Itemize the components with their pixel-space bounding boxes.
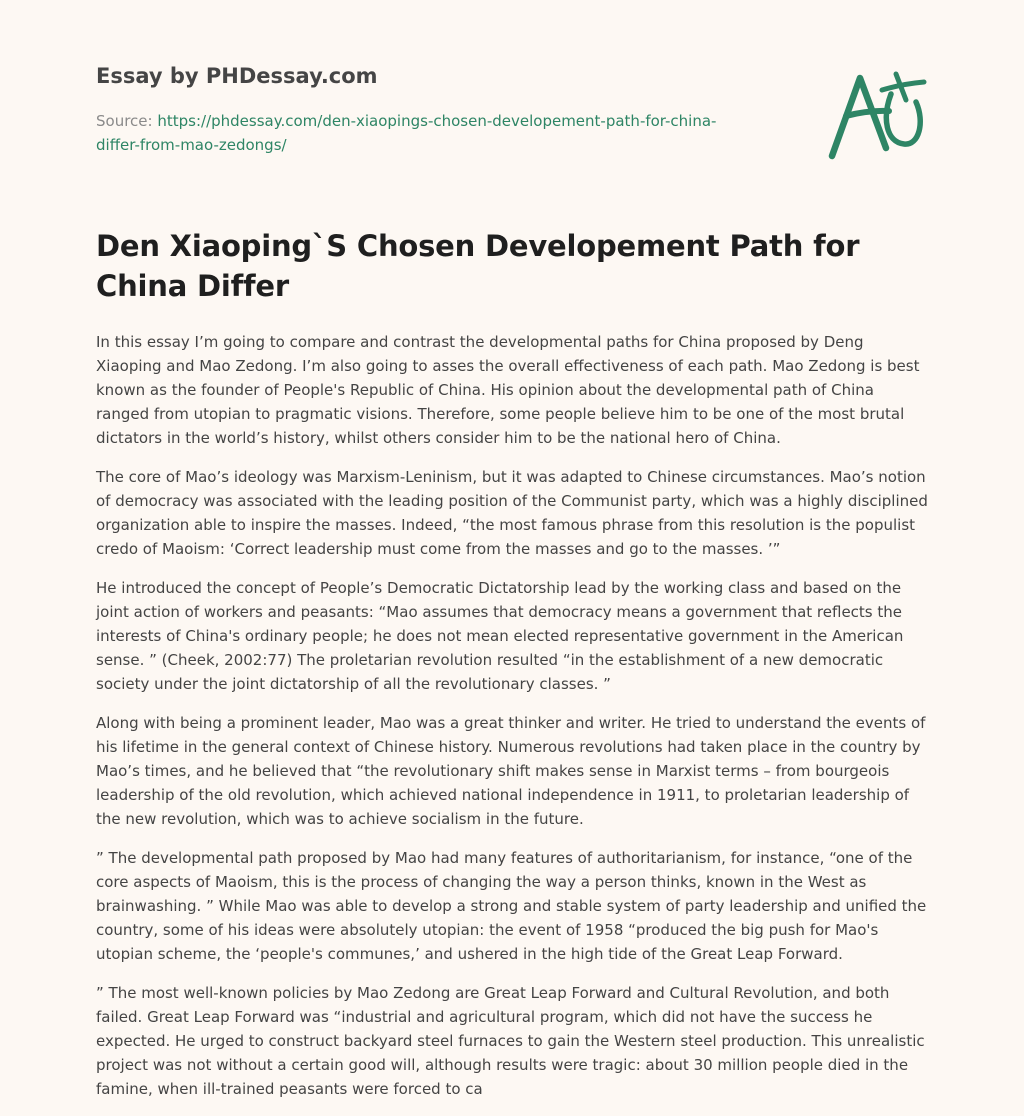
source-link-line-1: https://phdessay.com/den-xiaopings-chosen-developement-path-for-china- bbox=[157, 112, 717, 130]
brand-title: Essay by PHDessay.com bbox=[96, 64, 378, 88]
essay-body bbox=[96, 330, 928, 1101]
essay-paragraph-6: ” The most well-known policies by Mao Zedong are Great Leap Forward and Cultural Revolution, and both failed. Great Leap Forward was “industrial and agricultural program, which did not have the success he expected. He urged to construct backyard steel furnaces to gain the Western steel production. This unrealistic project was not without a certain good will, although results were tragic: about 30 million people died in the famine, when ill-trained peasants were forced to ca bbox=[96, 984, 925, 1098]
essay-paragraph-1: In this essay I’m going to compare and contrast the developmental paths for China proposed by Deng Xiaoping and Mao Zedong. I’m also going to asses the overall effectiveness of each path. Mao Zedong is best known as the founder of People's Republic of China. His opinion about the developmental path of China ranged from utopian to pragmatic visions. Therefore, some people believe him to be one of the most brutal dictators in the world’s history, whilst others consider him to be the national hero of China. bbox=[96, 333, 920, 447]
essay-paragraph-2: The core of Mao’s ideology was Marxism-Leninism, but it was adapted to Chinese circumstances. Mao’s notion of democracy was associated with the leading position of the Communist party, which was a highly disciplined organization able to inspire the masses. Indeed, “the most famous phrase from this resolution is the populist credo of Maoism: ‘Correct leadership must come from the masses and go to the masses. ’” bbox=[96, 468, 928, 558]
source-line bbox=[96, 109, 756, 157]
essay-paragraph-4: Along with being a prominent leader, Mao was a great thinker and writer. He tried to understand the events of his lifetime in the general context of Chinese history. Numerous revolutions had taken place in the country by Mao’s times, and he believed that “the revolutionary shift makes sense in Marxist terms – from bourgeois leadership of the old revolution, which achieved national independence in 1911, to proletarian leadership of the new revolution, which was to achieve socialism in the future. bbox=[96, 714, 926, 828]
page-header bbox=[96, 0, 928, 190]
essay-title: Den Xiaoping`S Chosen Developement Path for China Differ bbox=[96, 229, 860, 303]
a-plus-logo bbox=[824, 66, 928, 166]
source-label: Source: bbox=[96, 112, 153, 130]
source-link-line-2: differ-from-mao-zedongs/ bbox=[96, 136, 287, 154]
essay-paragraph-3: He introduced the concept of People’s Democratic Dictatorship lead by the working class and based on the joint action of workers and peasants: “Mao assumes that democracy means a government that reflects the interests of China's ordinary people; he does not mean elected representative government in the American sense. ” (Cheek, 2002:77) The proletarian revolution resulted “in the establishment of a new democratic society under the joint dictatorship of all the revolutionary classes. ” bbox=[96, 579, 904, 693]
source-link[interactable] bbox=[96, 112, 716, 154]
essay-paragraph-5: ” The developmental path proposed by Mao had many features of authoritarianism, for instance, “one of the core aspects of Maoism, this is the process of changing the way a person thinks, known in the West as brainwashing. ” While Mao was able to develop a strong and stable system of party leadership and unified the country, some of his ideas were absolutely utopian: the event of 1958 “produced the big push for Mao's utopian scheme, the ‘people's communes,’ and ushered in the high tide of the Great Leap Forward. bbox=[96, 849, 927, 963]
